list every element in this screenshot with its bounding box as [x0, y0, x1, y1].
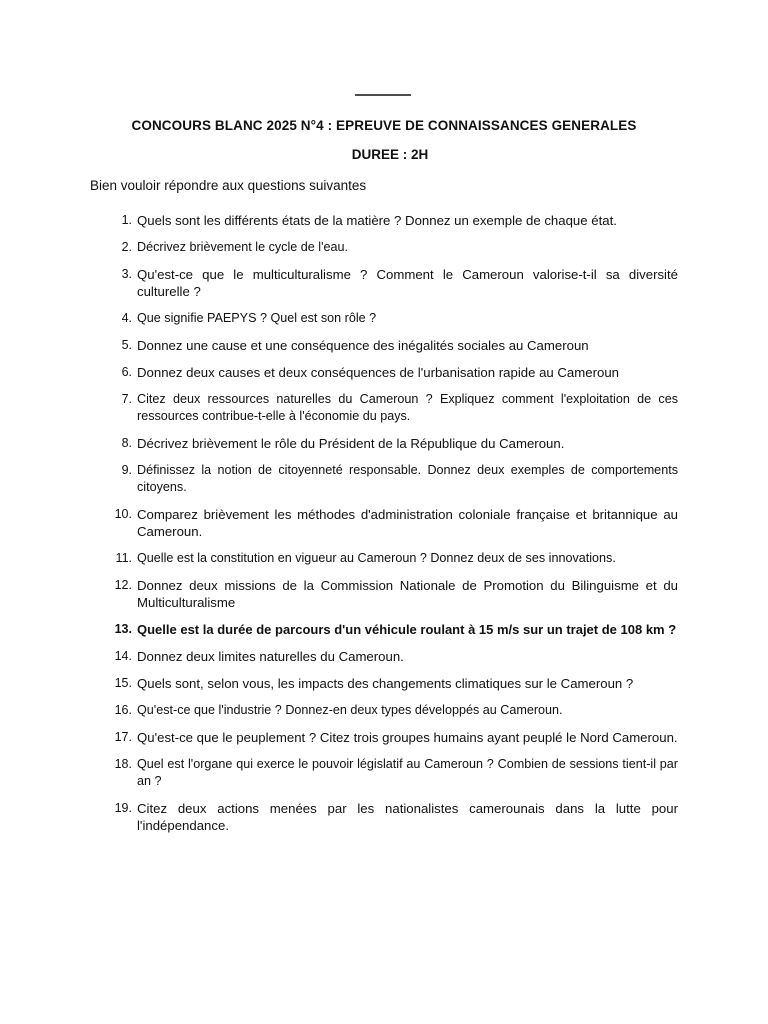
- question-number: 2.: [121, 240, 132, 254]
- question-item: [108, 675, 678, 692]
- question-text: Qu'est-ce que l'industrie ? Donnez-en deux types développés au Cameroun.: [137, 703, 563, 717]
- question-number: 18.: [114, 757, 132, 771]
- question-text: Comparez brièvement les méthodes d'administration coloniale française et britannique au Cameroun.: [137, 507, 678, 539]
- question-text: Qu'est-ce que le multiculturalisme ? Comment le Cameroun valorise-t-il sa diversité culturelle ?: [137, 267, 678, 299]
- question-item: [108, 648, 678, 665]
- question-number: 1.: [121, 213, 132, 227]
- question-number: 16.: [114, 703, 132, 717]
- question-item: [108, 462, 678, 496]
- question-text: Donnez deux missions de la Commission Nationale de Promotion du Bilinguisme et du Multiculturalisme: [137, 578, 678, 610]
- question-number: 19.: [114, 801, 132, 815]
- question-number: 6.: [121, 365, 132, 379]
- question-item: [108, 621, 678, 638]
- question-number: 4.: [121, 311, 132, 325]
- cropped-header-fragment: [355, 94, 411, 100]
- question-item: [108, 310, 678, 327]
- question-number: 7.: [121, 392, 132, 406]
- question-number: 5.: [121, 338, 132, 352]
- question-item: [108, 212, 678, 229]
- question-number: 17.: [114, 730, 132, 744]
- question-item: [108, 577, 678, 611]
- question-text: Quelle est la constitution en vigueur au Cameroun ? Donnez deux de ses innovations.: [137, 551, 616, 565]
- question-text: Quels sont, selon vous, les impacts des changements climatiques sur le Cameroun ?: [137, 676, 634, 691]
- question-item: [108, 337, 678, 354]
- exam-instructions: Bien vouloir répondre aux questions suivantes: [90, 178, 367, 193]
- question-text: Décrivez brièvement le cycle de l'eau.: [137, 240, 348, 254]
- question-number: 3.: [121, 267, 132, 281]
- question-item: [108, 550, 678, 567]
- question-text: Quelle est la durée de parcours d'un véhicule roulant à 15 m/s sur un trajet de 108 km ?: [137, 622, 677, 637]
- question-item: [108, 800, 678, 834]
- question-item: [108, 506, 678, 540]
- question-text: Quel est l'organe qui exerce le pouvoir législatif au Cameroun ? Combien de sessions tient-il par an ?: [137, 757, 678, 788]
- question-item: [108, 702, 678, 719]
- question-number: 9.: [121, 463, 132, 477]
- question-number: 13.: [114, 622, 132, 636]
- exam-title: CONCOURS BLANC 2025 N°4 : EPREUVE DE CONNAISSANCES GENERALES: [131, 118, 637, 133]
- question-text: Citez deux ressources naturelles du Cameroun ? Expliquez comment l'exploitation de ces ressources contribue-t-elle à l'économie du pays.: [137, 392, 678, 423]
- question-text: Quels sont les différents états de la matière ? Donnez un exemple de chaque état.: [137, 213, 617, 228]
- question-number: 10.: [114, 507, 132, 521]
- question-number: 14.: [114, 649, 132, 663]
- question-number: 8.: [121, 436, 132, 450]
- question-number: 11.: [115, 551, 132, 565]
- question-item: [108, 391, 678, 425]
- question-item: [108, 364, 678, 381]
- question-item: [108, 266, 678, 300]
- question-text: Donnez deux limites naturelles du Cameroun.: [137, 649, 404, 664]
- question-item: [108, 239, 678, 256]
- exam-duration: DUREE : 2H: [351, 147, 429, 162]
- question-item: [108, 756, 678, 790]
- question-text: Citez deux actions menées par les nationalistes camerounais dans la lutte pour l'indépendance.: [137, 801, 678, 833]
- question-item: [108, 729, 678, 746]
- question-number: 12.: [114, 578, 132, 592]
- question-text: Qu'est-ce que le peuplement ? Citez trois groupes humains ayant peuplé le Nord Cameroun.: [137, 730, 678, 745]
- question-list: [108, 212, 678, 844]
- question-item: [108, 435, 678, 452]
- question-number: 15.: [114, 676, 132, 690]
- question-text: Décrivez brièvement le rôle du Président de la République du Cameroun.: [137, 436, 565, 451]
- question-text: Donnez une cause et une conséquence des inégalités sociales au Cameroun: [137, 338, 589, 353]
- question-text: Que signifie PAEPYS ? Quel est son rôle ?: [137, 311, 377, 325]
- question-text: Donnez deux causes et deux conséquences de l'urbanisation rapide au Cameroun: [137, 365, 619, 380]
- question-text: Définissez la notion de citoyenneté responsable. Donnez deux exemples de comportements citoyens.: [137, 463, 678, 494]
